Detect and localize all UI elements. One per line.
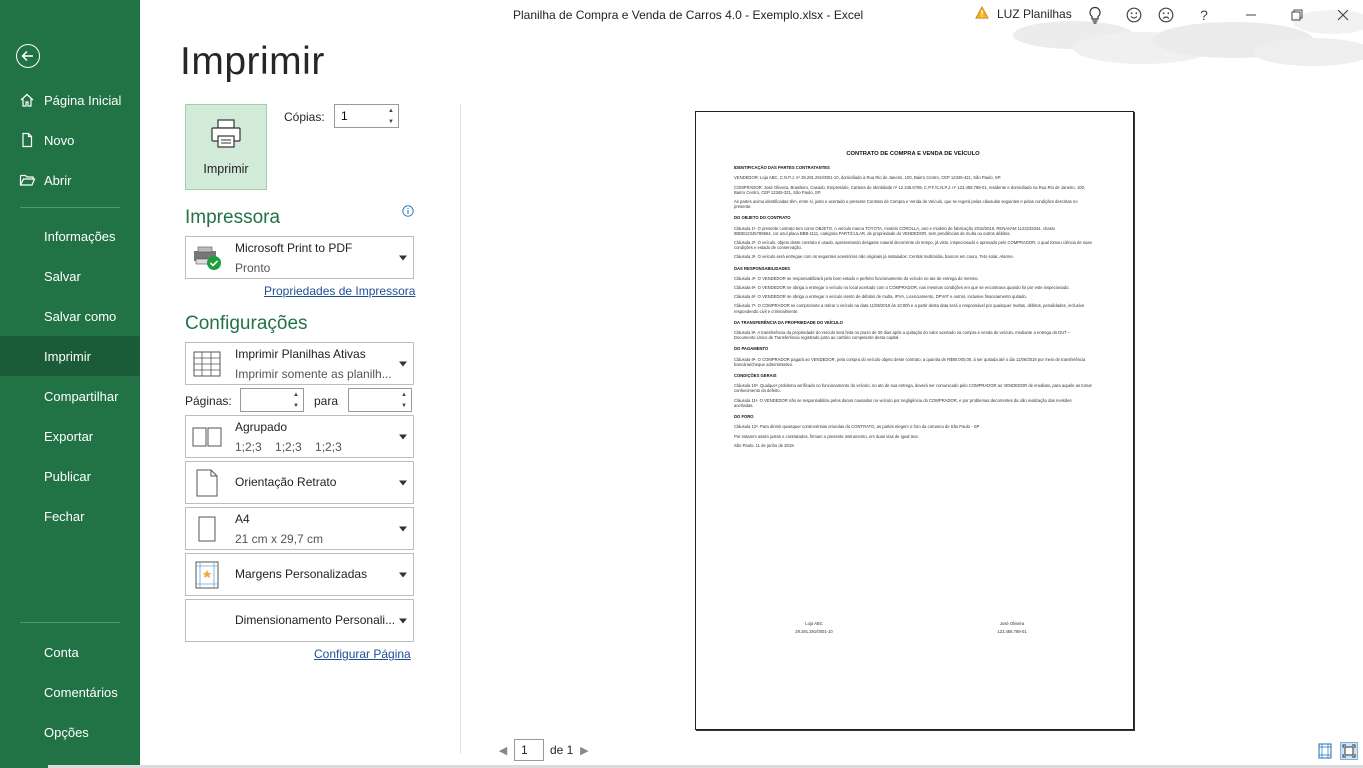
document-heading: DO PAGAMENTO <box>734 346 769 352</box>
smile-icon[interactable] <box>1124 5 1144 25</box>
page-number-input[interactable]: 1 <box>514 739 544 761</box>
custom-margins-icon <box>192 560 222 590</box>
document-paragraph: Cláusula 2ª. O veículo, objeto deste contrato é usado, apresentando desgaste natural decorrente do tempo, já visto, inspecionado e aprovado pelo COMPRADOR, o qual tomou ciência de suas condições e estado de conservação. <box>734 240 1092 251</box>
nav-save[interactable] <box>0 256 140 296</box>
backstage-sidebar <box>0 0 140 768</box>
printer-name: Microsoft Print to PDF <box>235 241 353 255</box>
paper-size-label: A4 <box>235 512 250 526</box>
orientation-select[interactable] <box>185 461 414 504</box>
scaling-select[interactable] <box>185 599 414 642</box>
copies-label: Cópias: <box>284 110 325 124</box>
document-paragraph: As partes acima identificadas têm, entre si, justo e acertado o presente Contrato de Compra e Venda de Veículo, que se regerá pelas cláusulas seguintes e pelas condições descritas no presente. <box>734 199 1078 210</box>
user-name: LUZ Planilhas <box>997 7 1072 21</box>
spin-down-icon[interactable]: ▼ <box>401 402 407 409</box>
document-paragraph: Cláusula 10ª. Qualquer problema verificado no funcionamento do veículo, no ato de sua entrega, deverá ser comunicado pelo COMPRADOR ao VENDEDOR de imediato, para aquele as tomar conhecimento do defeito. <box>734 383 1092 394</box>
nav-label: Salvar como <box>44 308 117 324</box>
pages-label: Páginas: <box>185 394 232 408</box>
spin-down-icon[interactable]: ▼ <box>388 118 394 125</box>
chevron-down-icon <box>399 361 407 366</box>
page-navigator <box>498 739 589 761</box>
nav-open[interactable] <box>0 160 140 200</box>
restore-icon[interactable] <box>1287 5 1307 25</box>
paper-size-select[interactable] <box>185 507 414 550</box>
document-paragraph: São Paulo, 11 de junho de 2019. <box>734 442 795 448</box>
spin-up-icon[interactable]: ▲ <box>388 107 394 114</box>
paper-icon <box>192 514 222 544</box>
zoom-to-page-icon[interactable] <box>1340 742 1358 760</box>
scaling-label: Dimensionamento Personali... <box>235 613 396 627</box>
chevron-down-icon <box>399 572 407 577</box>
preview-document <box>734 152 1092 452</box>
margins-select[interactable] <box>185 553 414 596</box>
margins-label: Margens Personalizadas <box>235 567 368 581</box>
frown-icon[interactable] <box>1156 5 1176 25</box>
print-button-label: Imprimir <box>203 161 249 176</box>
chevron-down-icon <box>399 526 407 531</box>
collate-sub: 1;2;3 1;2;3 1;2;3 <box>235 440 342 454</box>
nav-account[interactable] <box>0 632 140 672</box>
copies-stepper[interactable] <box>334 104 399 128</box>
pages-to-label: para <box>314 394 339 408</box>
nav-label: Informações <box>44 228 116 244</box>
nav-feedback[interactable] <box>0 672 140 712</box>
signature-id: 123.456.789-01 <box>997 629 1027 634</box>
signature-name: Loja ABC <box>805 621 823 626</box>
back-arrow-icon[interactable] <box>16 44 40 68</box>
lightbulb-icon[interactable] <box>1085 5 1105 25</box>
print-what-select[interactable] <box>185 342 414 385</box>
document-body <box>734 165 1092 448</box>
panel-divider <box>460 104 461 754</box>
document-heading: IDENTIFICAÇÃO DAS PARTES CONTRATANTES <box>734 165 830 171</box>
nav-separator <box>20 622 120 623</box>
nav-label: Conta <box>44 644 79 660</box>
close-icon[interactable] <box>1333 5 1353 25</box>
collate-select[interactable] <box>185 415 414 458</box>
document-heading: CONDIÇÕES GERAIS <box>734 373 777 379</box>
page-count: de 1 <box>550 743 574 757</box>
document-heading: DO FORO <box>734 414 754 420</box>
nav-label: Comentários <box>44 684 118 700</box>
minimize-icon[interactable] <box>1241 5 1261 25</box>
nav-options[interactable] <box>0 712 140 752</box>
nav-info[interactable] <box>0 216 140 256</box>
nav-export[interactable] <box>0 416 140 456</box>
spin-down-icon[interactable]: ▼ <box>293 402 299 409</box>
document-paragraph: Cláusula 8ª. A transferência da propriedade do veículo será feita no prazo de 30 dias após a quitação do valor acertado na compra e venda do veículo, mediante a entrega do DUT – Documento Único de Transferência registrado junto ao cartório competente desta capital. <box>734 330 1071 341</box>
nav-new[interactable] <box>0 120 140 160</box>
printer-status: Pronto <box>235 261 271 275</box>
nav-label: Salvar <box>44 268 81 284</box>
document-paragraph: Cláusula 3ª. O veículo será entregue com os seguintes acessórios não originais já instalados: Central multimídia, bancos em couro, Teto solar, Alarme. <box>734 254 1014 260</box>
title-bar <box>140 0 1363 30</box>
nav-save-as[interactable] <box>0 296 140 336</box>
print-what-sub: Imprimir somente as planilh... <box>235 367 392 381</box>
nav-publish[interactable] <box>0 456 140 496</box>
warning-icon <box>975 6 989 22</box>
nav-label: Fechar <box>44 508 85 524</box>
show-margins-icon[interactable] <box>1316 742 1334 760</box>
document-paragraph: Cláusula 11ª. O VENDEDOR não se responsabiliza pelos danos causados no veículo por negligência do COMPRADOR, e por problemas decorrentes da não realização das revisões acertadas. <box>734 397 1072 408</box>
document-paragraph: VENDEDOR: Loja ABC, C.N.P.J. nº 29.291.291/0001-10, domiciliado à Rua Rio de Janeiro, 100, Bairro Centro, CEP 12345-421, São Paulo, SP. <box>734 175 1002 181</box>
nav-label: Novo <box>44 132 75 148</box>
page-title: Imprimir <box>180 40 325 83</box>
signature-name: José Oliveira <box>999 621 1025 626</box>
previous-page-icon[interactable]: ◀ <box>498 744 508 757</box>
window-title: Planilha de Compra e Venda de Carros 4.0 - Exemplo.xlsx - Excel <box>513 8 864 22</box>
document-paragraph: Cláusula 4ª. O VENDEDOR se responsabilizará pelo bom estado e perfeito funcionamento do veículo no ato de entrega do mesmo. <box>734 275 979 281</box>
collate-label: Agrupado <box>235 420 288 434</box>
nav-share[interactable] <box>0 376 140 416</box>
nav-label: Imprimir <box>44 348 91 364</box>
nav-home[interactable] <box>0 80 140 120</box>
printer-section-title: Impressora <box>185 207 281 228</box>
pages-to-stepper[interactable] <box>348 388 412 412</box>
printer-icon <box>210 119 242 154</box>
document-heading: DA TRANSFERÊNCIA DA PROPRIEDADE DO VEÍCULO <box>734 319 843 325</box>
nav-label: Opções <box>44 724 89 740</box>
nav-print[interactable] <box>0 336 140 376</box>
spin-up-icon[interactable]: ▲ <box>293 391 299 398</box>
preview-view-toggles <box>1316 742 1358 760</box>
settings-section-title: Configurações <box>185 313 308 334</box>
chevron-down-icon <box>399 255 407 260</box>
printer-ready-icon <box>192 243 222 273</box>
signature-id: 29.291.291/0001-10 <box>795 629 833 634</box>
print-what-label: Imprimir Planilhas Ativas <box>235 347 366 361</box>
nav-label: Compartilhar <box>44 388 119 404</box>
new-file-icon <box>0 132 44 148</box>
chevron-down-icon <box>399 618 407 623</box>
print-button[interactable] <box>185 104 267 190</box>
signature-right <box>982 620 1042 636</box>
help-button[interactable]: ? <box>1200 7 1208 23</box>
document-paragraph: Cláusula 6ª. O VENDEDOR se obriga a entregar o veículo isento de débitos de multa, IPVA, Licenciamento, DPVAT e outros, inclusive financiamento quitado. <box>734 294 1027 300</box>
document-heading: DAS RESPONSABILIDADES <box>734 265 791 271</box>
collate-icon <box>192 422 222 452</box>
printer-properties-link[interactable]: Propriedades de Impressora <box>264 284 416 298</box>
spin-up-icon[interactable]: ▲ <box>401 391 407 398</box>
page-setup-link[interactable]: Configurar Página <box>314 647 411 661</box>
document-paragraph: Cláusula 7ª. O COMPRADOR se compromete a retirar o veículo na data 11/06/2019 às 10:00h e a partir desta data será o responsável por quaisquer multas, débitos, penalidades, inclusive respondendo civil e criminalmente. <box>734 303 1085 314</box>
info-icon[interactable] <box>402 204 414 222</box>
document-paragraph: Por estarem assim justos e contratados, firmam o presente instrumento, em duas vias de igual teor. <box>734 433 919 439</box>
chevron-down-icon <box>399 480 407 485</box>
orientation-label: Orientação Retrato <box>235 475 337 489</box>
sheet-grid-icon <box>192 349 222 379</box>
signature-left <box>784 620 844 636</box>
document-heading: DO OBJETO DO CONTRATO <box>734 215 791 221</box>
portrait-page-icon <box>192 468 222 498</box>
document-paragraph: Cláusula 5ª. O VENDEDOR se obriga a entregar o veículo no local acertado com o COMPRADOR, nas mesmas condições em que se encontrava quando foi por este inspecionado. <box>734 285 1070 291</box>
document-paragraph: COMPRADOR: José Oliveira, Brasileiro, Casado, Empresário, Carteira de Identidade nº 12.345.6789, C.P.F./C.N.P.J. nº 123.456.789-01, residente e domiciliado na Rua Rio de Janeiro, 100, Bairro Centro, CEP 12345-321, São Paulo, SP. <box>734 184 1086 195</box>
pages-from-stepper[interactable] <box>240 388 304 412</box>
paper-size-sub: 21 cm x 29,7 cm <box>235 532 324 546</box>
document-paragraph: Cláusula 1ª. O presente contrato tem como OBJETO, o veículo marca TOYOTA, modelo COROLLA, ano e modelo de fabricação 2018/2019, RENAVAM 1122233344, chassi 9BDB12345789654, cor azul,placa BBB-1111, categoria PARTICULAR, de propriedade do VENDEDOR, sem pendências de multa ou outros débitos. <box>734 225 1055 236</box>
nav-separator <box>20 207 120 208</box>
home-icon <box>0 92 44 108</box>
user-area[interactable] <box>975 6 1072 22</box>
document-paragraph: Cláusula 9ª. O COMPRADOR pagará ao VENDEDOR, pela compra do veículo objeto deste contrato, a quantia de R$90.000,00, à ser quitada até o dia 11/06/2019 por meio de transferência bancária/cheque administrativo. <box>734 356 1086 367</box>
document-paragraph: Cláusula 12ª. Para dirimir quaisquer controvérsias oriundas do CONTRATO, as partes elegem o foro da comarca de São Paulo - SP <box>734 424 980 430</box>
print-preview-page <box>695 111 1134 730</box>
open-folder-icon <box>0 172 44 188</box>
printer-select[interactable] <box>185 236 414 279</box>
nav-label: Publicar <box>44 468 91 484</box>
document-title: CONTRATO DE COMPRA E VENDA DE VEÍCULO <box>846 151 980 157</box>
nav-label: Exportar <box>44 428 94 444</box>
chevron-down-icon <box>399 434 407 439</box>
next-page-icon[interactable]: ▶ <box>580 744 589 757</box>
nav-close[interactable] <box>0 496 140 536</box>
nav-label: Página Inicial <box>44 92 122 108</box>
nav-label: Abrir <box>44 172 72 188</box>
